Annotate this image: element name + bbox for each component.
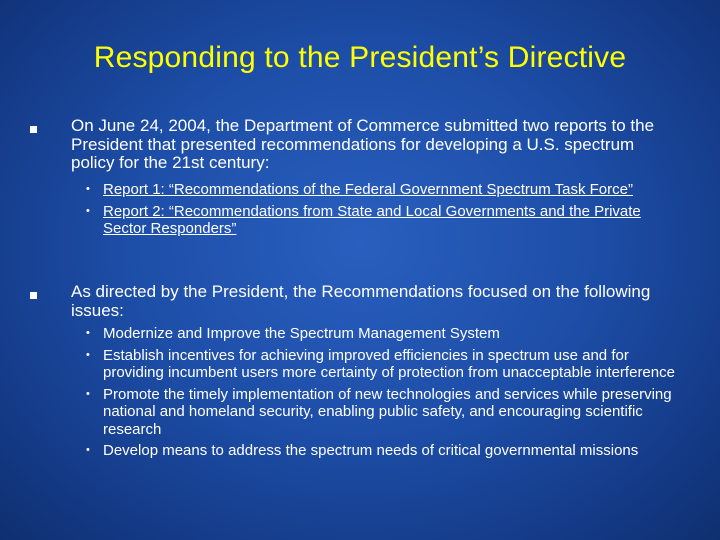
bullet-text: On June 24, 2004, the Department of Commerce submitted two reports to the President that presented recommendations for developing a U.S. spectrum policy for the 21st century: (71, 116, 655, 172)
square-bullet-icon (30, 126, 37, 133)
dot-bullet-icon: • (86, 183, 90, 195)
bullet-text: As directed by the President, the Recommendations focused on the following issues: (71, 282, 651, 320)
slide-title: Responding to the President’s Directive (93, 41, 627, 74)
sub-bullet-item (75, 325, 685, 343)
sub-bullet-item (75, 181, 685, 199)
sub-bullet-item (75, 386, 685, 439)
sub-bullet-text: Develop means to address the spectrum needs of critical governmental missions (103, 442, 639, 459)
dot-bullet-icon: • (86, 444, 90, 456)
dot-bullet-icon: • (86, 348, 90, 361)
sub-bullet-item (75, 347, 685, 382)
sub-bullet-list (75, 181, 685, 242)
sub-bullet-list (75, 325, 685, 464)
sub-bullet-text: Modernize and Improve the Spectrum Management System (103, 325, 500, 342)
dot-bullet-icon: • (86, 387, 90, 400)
sub-bullet-text: Report 2: “Recommendations from State and Local Governments and the Private Sector Responders” (103, 202, 641, 237)
dot-bullet-icon: • (86, 327, 90, 339)
square-bullet-icon (30, 292, 37, 299)
sub-bullet-item (75, 442, 685, 460)
dot-bullet-icon: • (86, 204, 90, 217)
sub-bullet-item (75, 203, 685, 238)
sub-bullet-text: Promote the timely implementation of new technologies and services while preserving national and homeland security, enabling public safety, and encouraging scientific research (103, 385, 672, 438)
sub-bullet-text: Establish incentives for achieving improved efficiencies in spectrum use and for providing incumbent users more certainty of protection from unacceptable interference (103, 346, 675, 381)
sub-bullet-text: Report 1: “Recommendations of the Federal Government Spectrum Task Force” (103, 181, 633, 198)
